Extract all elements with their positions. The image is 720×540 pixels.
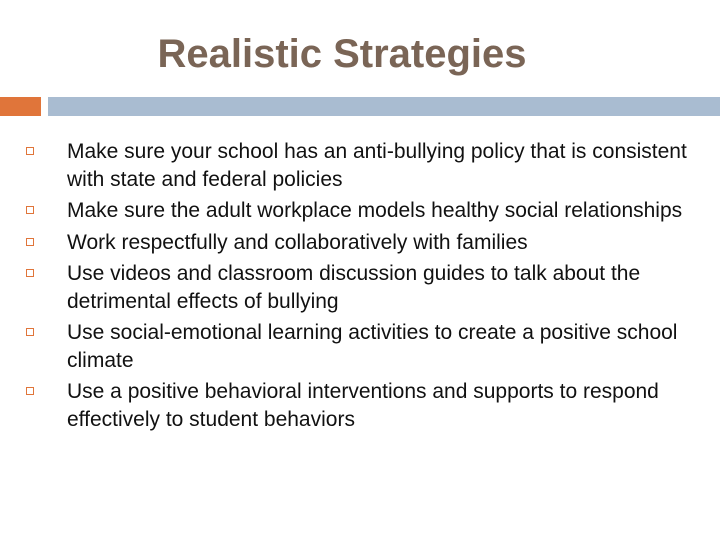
slide-title: Realistic Strategies [157, 32, 527, 76]
bullet-text: Use social-emotional learning activities to create a positive school climate [67, 321, 678, 372]
hollow-square-bullet-icon [26, 147, 34, 155]
hollow-square-bullet-icon [26, 387, 34, 395]
bullet-item [0, 260, 700, 315]
hollow-square-bullet-icon [26, 328, 34, 336]
bullet-text: Make sure the adult workplace models healthy social relationships [67, 199, 683, 222]
hollow-square-bullet-icon [26, 206, 34, 214]
bullet-list [0, 138, 700, 437]
bullet-text: Use a positive behavioral interventions and supports to respond effectively to student behaviors [67, 380, 659, 431]
accent-bar-blue [48, 97, 720, 116]
bullet-item [0, 319, 700, 374]
bullet-item [0, 197, 700, 225]
hollow-square-bullet-icon [26, 238, 34, 246]
accent-bar-orange [0, 97, 41, 116]
bullet-item [0, 138, 700, 193]
bullet-text: Make sure your school has an anti-bullying policy that is consistent with state and federal policies [67, 140, 687, 191]
bullet-item [0, 229, 700, 257]
bullet-text: Work respectfully and collaboratively with families [67, 230, 528, 254]
bullet-text: Use videos and classroom discussion guides to talk about the detrimental effects of bullying [67, 262, 641, 313]
hollow-square-bullet-icon [26, 269, 34, 277]
bullet-item [0, 378, 700, 433]
